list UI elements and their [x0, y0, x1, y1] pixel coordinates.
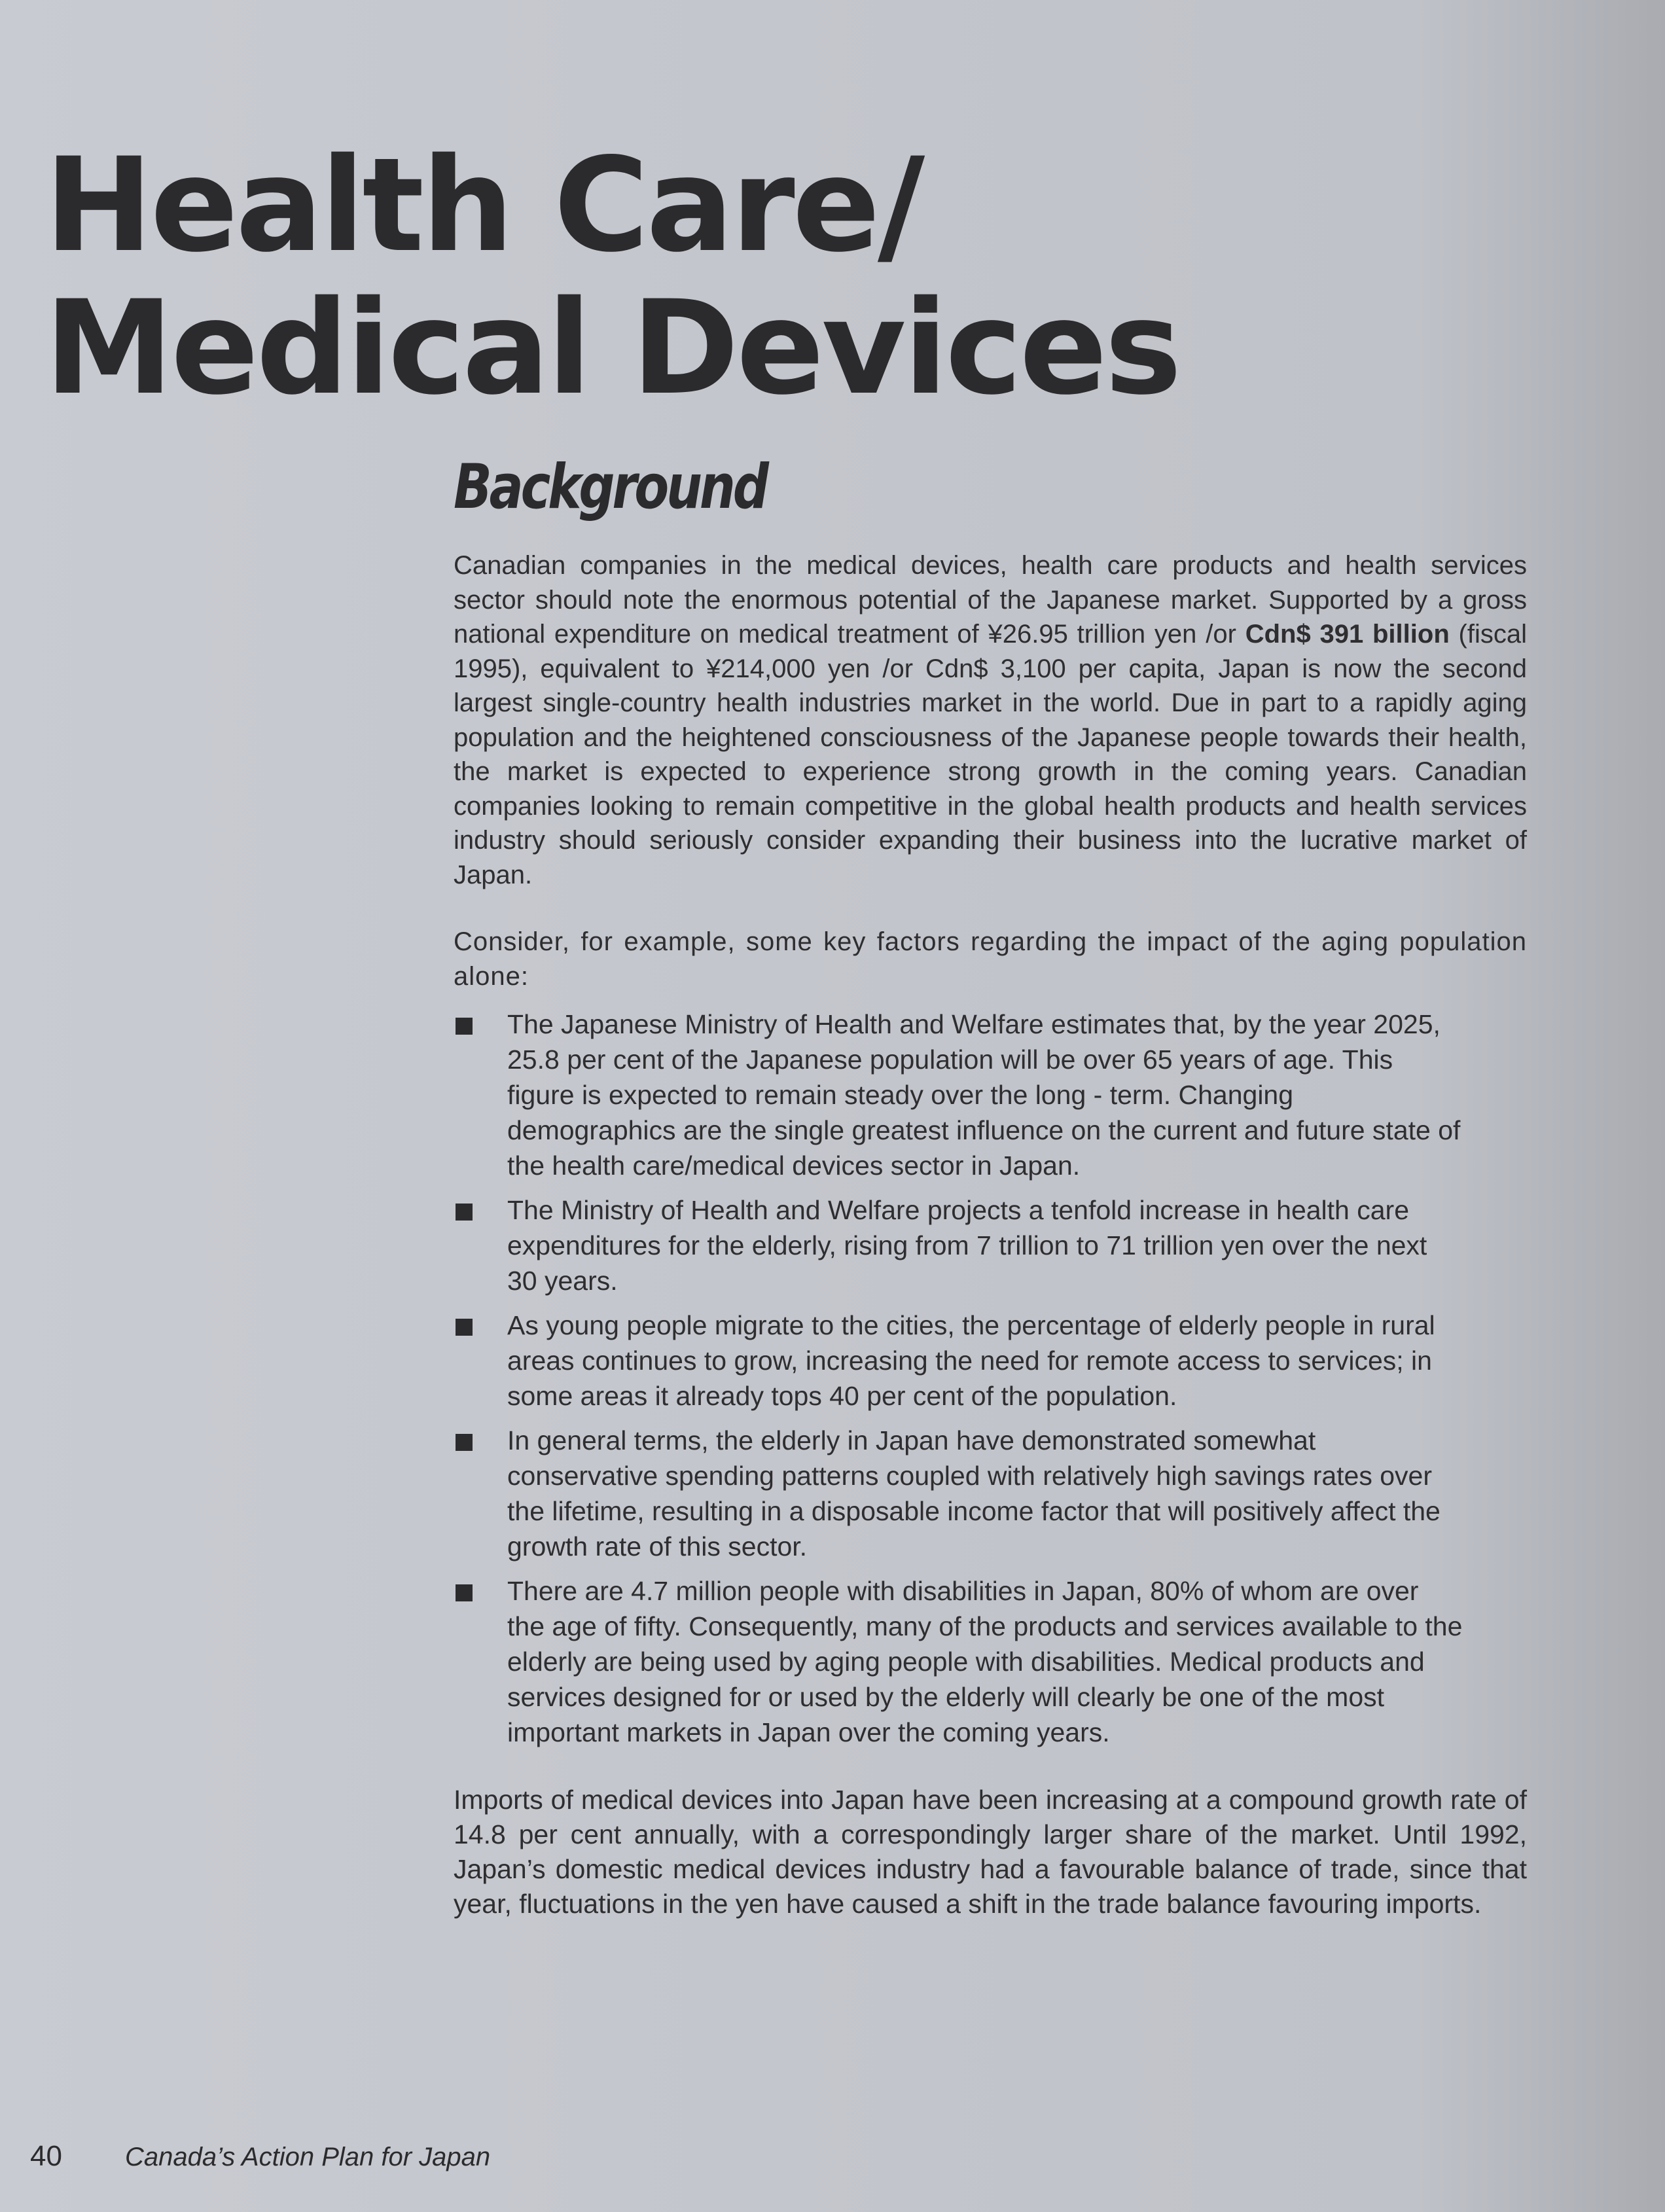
paragraph-1-text-b: (fiscal 1995), equivalent to ¥214,000 yen /or Cdn$ 3,100 per capita, Japan is now the second largest single-country health industries market in the world. Due in part to a rapidly aging population and the heightened consciousness of the Japanese people towards their health, the market is expected to experience strong growth in the coming years. Canadian companies looking to remain competitive in the global health products and health services industry should seriously consider expanding their business into the lucrative market of Japan. — [454, 620, 1528, 889]
page-title-line-1: Health Care/ — [45, 130, 923, 281]
list-item — [454, 1308, 1463, 1414]
square-bullet-icon — [456, 1319, 473, 1336]
list-item — [454, 1007, 1463, 1183]
paragraph-1-bold-figure: Cdn$ 391 billion — [1245, 620, 1450, 649]
list-item — [454, 1423, 1463, 1564]
section-heading: Background — [454, 452, 766, 523]
page-number: 40 — [30, 2140, 62, 2172]
paragraph-aging-intro: Consider, for example, some key factors regarding the impact of the aging population alone: — [454, 927, 1527, 991]
page-title-line-2: Medical Devices — [45, 272, 1179, 423]
list-item-text: As young people migrate to the cities, the percentage of elderly people in rural areas continues to grow, increasing the need for remote access to services; in some areas it already tops 40 per cent of the population. — [507, 1310, 1435, 1411]
square-bullet-icon — [456, 1018, 473, 1035]
paragraph-market-overview — [454, 548, 1527, 892]
aging-factors-list — [454, 1007, 1527, 1750]
paragraph-1-text-a: Canadian companies in the medical devices, health care products and health services sector should note the enormous potential of the Japanese market. Supported by a gross national expenditure on medical treatment of ¥26.95 trillion yen /or — [454, 551, 1527, 649]
list-item-text: The Japanese Ministry of Health and Welfare estimates that, by the year 2025, 25.8 per cent of the Japanese population will be over 65 years of age. This figure is expected to remain steady over the long - term. Changing demographics are the single greatest influence on the current and future state of the health care/medical devices sector in Japan. — [507, 1009, 1461, 1181]
list-item-text: There are 4.7 million people with disabilities in Japan, 80% of whom are over the age of fifty. Consequently, many of the products and services available to the elderly are being used by aging people with disabilities. Medical products and services designed for or used by the elderly will clearly be one of the most important markets in Japan over the coming years. — [507, 1576, 1463, 1747]
square-bullet-icon — [456, 1584, 473, 1601]
list-item-text: The Ministry of Health and Welfare projects a tenfold increase in health care expenditures for the elderly, rising from 7 trillion to 71 trillion yen over the next 30 years. — [507, 1195, 1427, 1296]
list-item — [454, 1192, 1463, 1298]
page-title — [45, 130, 1179, 423]
page-footer — [30, 2140, 490, 2173]
paragraph-imports: Imports of medical devices into Japan have been increasing at a compound growth rate of 14.8 per cent annually, with a correspondingly larger share of the market. Until 1992, Japan’s domestic medical devices industry had a favourable balance of trade, since that year, fluctuations in the yen have caused a shift in the trade balance favouring imports. — [454, 1785, 1527, 1919]
publication-title: Canada’s Action Plan for Japan — [125, 2143, 491, 2171]
list-item — [454, 1573, 1463, 1750]
square-bullet-icon — [456, 1204, 473, 1221]
body-text — [454, 548, 1527, 1921]
square-bullet-icon — [456, 1434, 473, 1451]
list-item-text: In general terms, the elderly in Japan have demonstrated somewhat conservative spending patterns coupled with relatively high savings rates over the lifetime, resulting in a disposable income factor that will positively affect the growth rate of this sector. — [507, 1425, 1441, 1561]
